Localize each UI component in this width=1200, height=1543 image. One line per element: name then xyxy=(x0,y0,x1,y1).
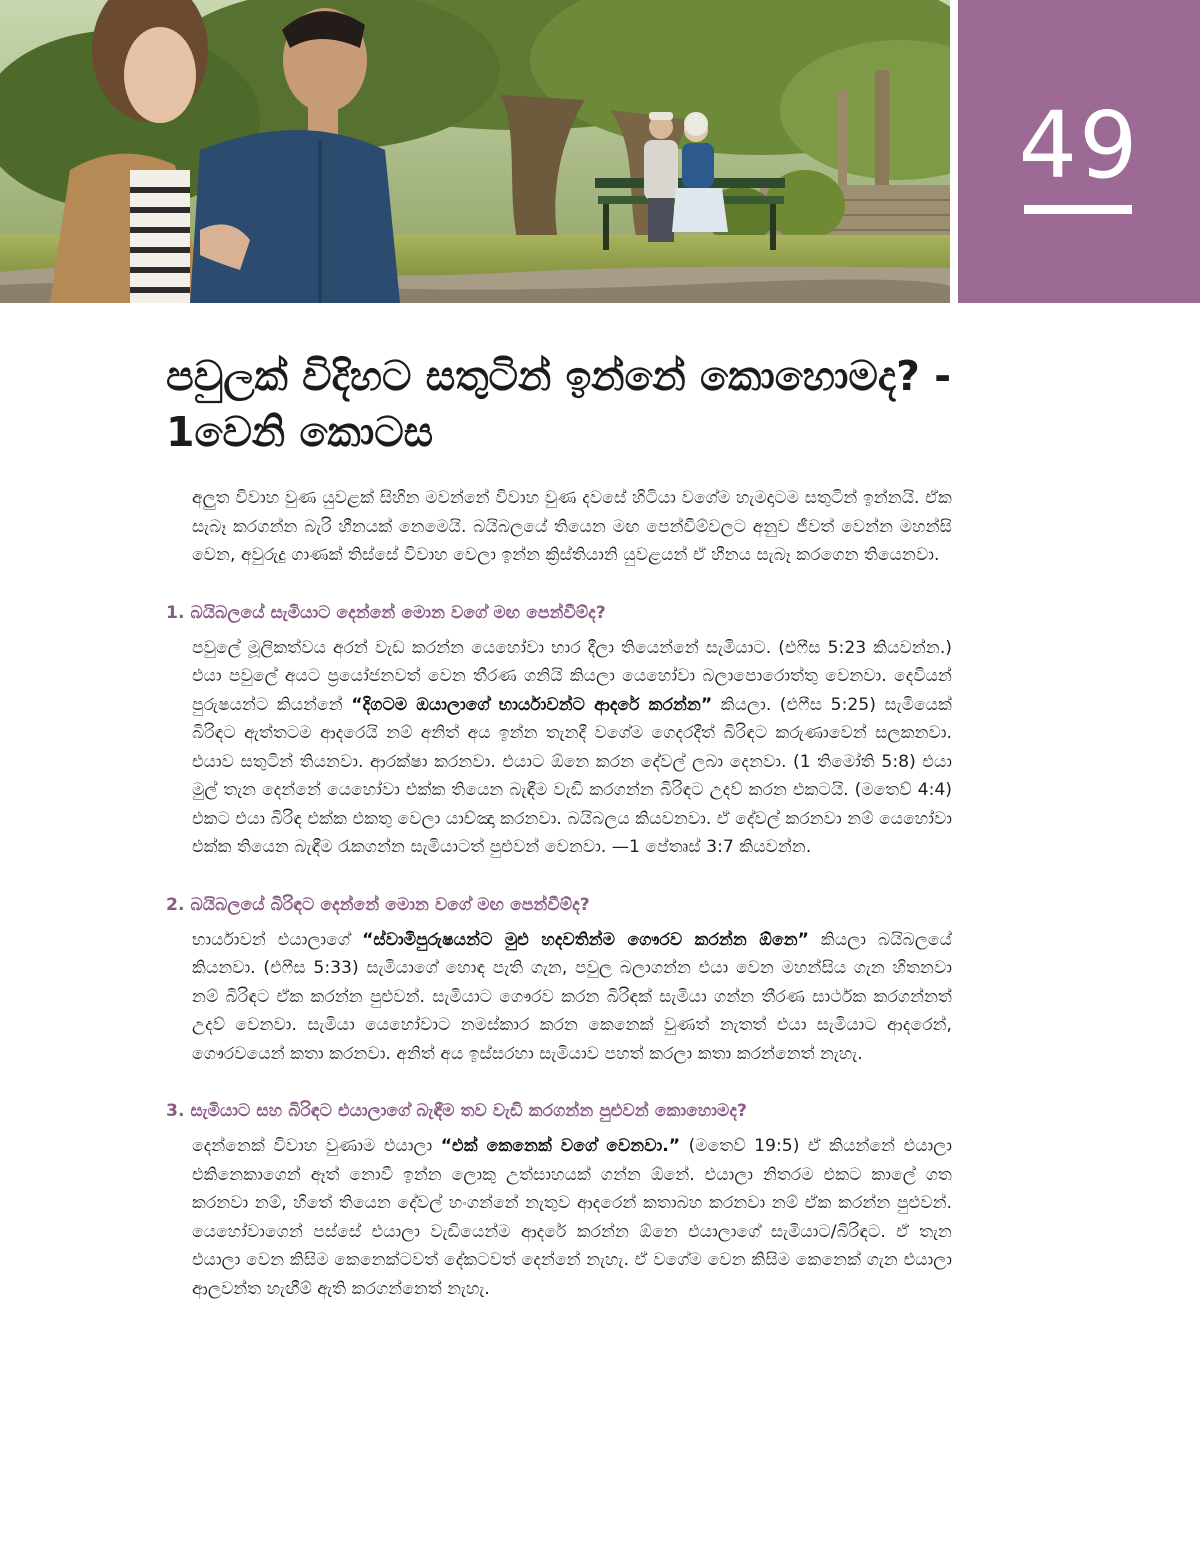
answer-2-bold-quote: “ස්වාමිපුරුෂයන්ට මුළු හදවතින්ම ගෞරව කරන්න ඕනෙ” xyxy=(362,929,809,950)
answer-1 xyxy=(192,634,952,862)
question-2: 2. බයිබලයේ බිරිඳට දෙන්නේ මොන වගේ මඟ පෙන්වීම්ද? xyxy=(166,894,590,915)
question-1: 1. බයිබලයේ සැමියාට දෙන්නේ මොන වගේ මඟ පෙන්වීම්ද? xyxy=(166,602,606,623)
park-couple-illustration xyxy=(0,0,950,303)
intro-paragraph: අලුත විවාහ වුණ යුවළක් සිහින මවන්නේ විවාහ වුණ දවසේ හිටියා වගේම හැමදාටම සතුටින් ඉන්නයි. ඒක සැබෑ කරගන්න බැරි හීනයක් නෙමෙයි. බයිබලයේ තියෙන මඟ පෙන්වීම්වලට අනුව ජීවත් වෙන්න මහන්සි වෙන, අවුරුදු ගාණක් තිස්සේ විවාහ වෙලා ඉන්න ක්‍රිස්තියානි යුවළයන් ඒ හීනය සැබෑ කරගෙන තියෙනවා. xyxy=(192,488,952,565)
answer-1-bold-quote: “දිගටම ඔයාලාගේ භාර්යාවන්ට ආදරේ කරන්න” xyxy=(351,694,713,715)
answer-3-text-continued: (මතෙව් 19:5) ඒ කියන්නේ එයාලා එකිනෙකාගෙන් ඈත් නොවී ඉන්න ලොකු උත්සාහයක් ගන්න ඕනේ. එයාලා නිතරම එකට කාලේ ගත කරනවා නම්, හිතේ තියෙන දේවල් හංගන්නේ නැතුව ආදරෙන් කතාබහ කරනවා නම් ඒක කරන්න පුළුවන්. යෙහෝවාගෙන් පස්සේ එයාලා වැඩියෙන්ම ආදරේ කරන්න ඕනෙ එයාලාගේ සැමියාට/බිරිඳට. ඒ තැන එයාලා වෙන කිසිම කෙනෙක්ටවත් දේකටවත් දෙන්නේ නැහැ. ඒ වගේම වෙන කිසිම කෙනෙක් ගැන එයාලා ආලවන්ත හැඟීම් ඇති කරගන්නෙත් නැහැ. xyxy=(192,1136,952,1299)
lesson-number-block xyxy=(958,0,1200,303)
answer-3-text: දෙන්නෙක් විවාහ වුණාම එයාලා xyxy=(192,1136,441,1156)
lesson-number-underline xyxy=(1024,205,1132,214)
answer-2-text-continued: කියලා බයිබලයේ කියනවා. (එෆීස 5:33) සැමියාගේ හොඳ පැති ගැන, පවුල බලාගන්න එයා වෙන මහන්සිය ගැන හිතනවා නම් බිරිඳට ඒක කරන්න පුළුවන්. සැමියාට ගෞරව කරන බිරිඳක් සැමියා ගන්න තීරණ සාර්ථක කරගන්නත් උදව් වෙනවා. සැමියා යෙහෝවාට නමස්කාර කරන කෙනෙක් වුණත් නැතත් එයා සැමියාට ආදරෙන්, ගෞරවයෙන් කතා කරනවා. අනිත් අය ඉස්සරහා සැමියාව පහත් කරලා කතා කරන්නෙත් නැහැ. xyxy=(192,929,952,1064)
answer-1-text-continued: කියලා. (එෆීස 5:25) සැමියෙක් බිරිඳට ඇත්තටම ආදරෙයි නම් අනිත් අය ඉන්න තැනදී වගේම ගෙදරදීත් බිරිඳට කරුණාවෙන් සලකනවා. එයාව සතුටින් තියනවා. ආරක්ෂා කරනවා. එයාට ඕනෙ කරන දේවල් ලබා දෙනවා. (1 තිමෝති 5:8) එයා මුල් තැන දෙන්නේ යෙහෝවා එක්ක තියෙන බැඳීම වැඩි කරගන්න බිරිඳට උදව් කරන එකටයි. (මතෙව් 4:4) එකට එයා බිරිඳ එක්ක එකතු වෙලා යාච්ඤා කරනවා. බයිබලය කියවනවා. ඒ දේවල් කරනවා නම් යෙහෝවා එක්ක තියෙන බැඳීම රැකගන්න සැමියාටත් පුළුවන් වෙනවා. —1 පේතෘස් 3:7 කියවන්න. xyxy=(192,694,952,857)
answer-3-bold-quote: “එක් කෙනෙක් වගේ වෙනවා.” xyxy=(440,1136,681,1156)
answer-2 xyxy=(192,926,952,1069)
answer-3 xyxy=(192,1132,952,1303)
page-title: පවුලක් විදිහට සතුටින් ඉන්නේ කොහොමද? - 1වෙනි කොටස xyxy=(166,352,952,456)
question-3: 3. සැමියාට සහ බිරිඳට එයාලාගේ බැඳීම තව වැඩි කරගන්න පුළුවන් කොහොමද? xyxy=(166,1101,747,1121)
answer-1-text: පවුලේ මූලිකත්වය අරන් වැඩ කරන්න යෙහෝවා භාර දීලා තියෙන්නේ සැමියාට. (එෆීස 5:23 කියවන්න.) එයා පවුලේ අයට ප්‍රයෝජනවත් වෙන තීරණ ගනියි කියලා යෙහෝවා බලාපොරොත්තු වෙනවා. දෙවියන් පුරුෂයන්ට කියන්නේ xyxy=(192,637,952,715)
answer-2-text: භාර්යාවන් එයාලාගේ xyxy=(192,929,363,950)
hero-photo xyxy=(0,0,950,303)
lesson-content xyxy=(166,484,952,1303)
lesson-number: 49 xyxy=(1018,92,1140,199)
